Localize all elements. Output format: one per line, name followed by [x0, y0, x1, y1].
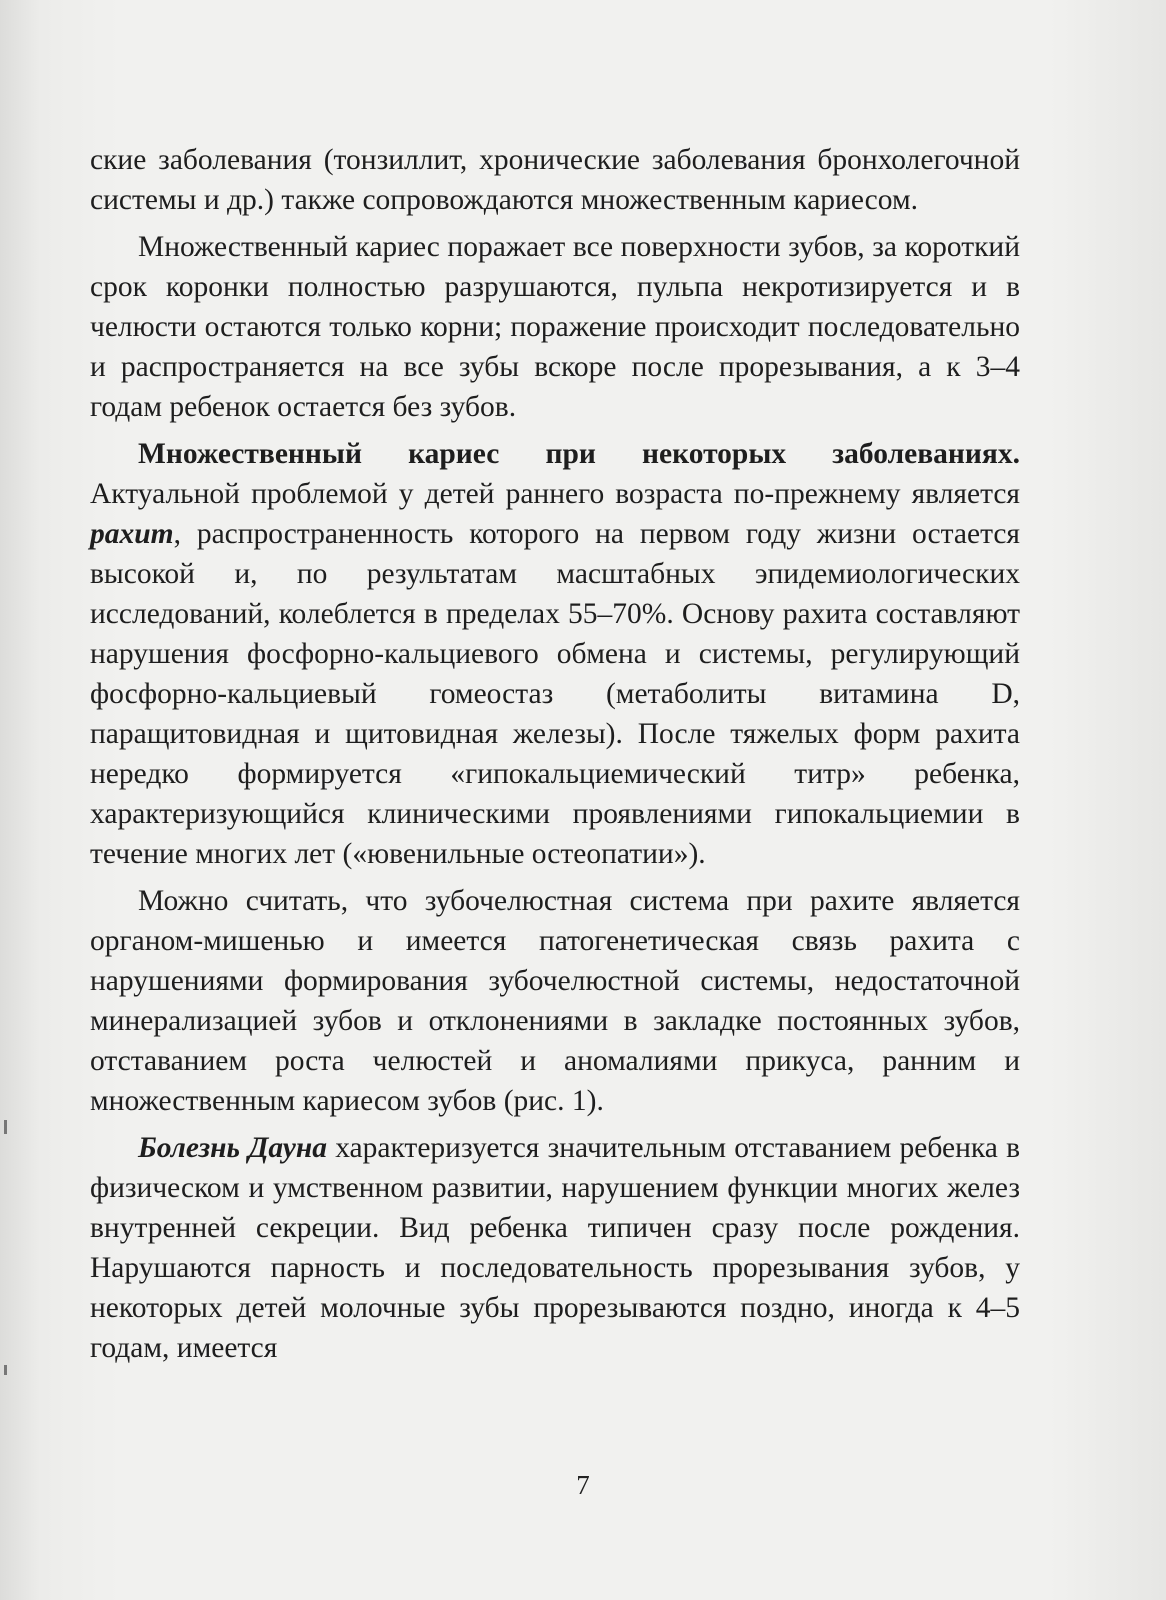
paragraph-4-text: Можно считать, что зубочелюстная система при рахите является органом-мишенью и имеется патогенетическая связь рахита с нарушениями формирования зубочелюстной системы, недостаточной минерализацией зубов и отклонениями в закладке постоянных зубов, отставанием роста челюстей и аномалиями прикуса, ранним и множественным кариесом зубов (рис. 1).: [90, 885, 1020, 1117]
page-number: 7: [576, 1470, 590, 1500]
paragraph-1: [90, 140, 1020, 220]
section-heading-multiple-caries: Множественный кариес при некоторых заболеваниях.: [138, 438, 1020, 470]
paragraph-3: [90, 434, 1020, 874]
paragraph-3-rest: , распространенность которого на первом году жизни остается высокой и, по результатам масштабных эпидемиологических исследований, колеблется в пределах 55–70%. Основу рахита составляют нарушения фосфорно-кальциевого обмена и системы, регулирующий фосфорно-кальциевый гомеостаз (метаболиты витамина D, паращитовидная и щитовидная железы). После тяжелых форм рахита нередко формируется «гипокальциемический титр» ребенка, характеризующийся клиническими проявлениями гипокальциемии в течение многих лет («ювенильные остеопатии»).: [90, 518, 1020, 870]
paragraph-4: [90, 881, 1020, 1121]
paragraph-5: [90, 1128, 1020, 1368]
body-text: [90, 140, 1020, 1375]
paragraph-3-text: Актуальной проблемой у детей раннего возраста по-прежнему является: [90, 478, 1020, 510]
paragraph-5-text: характеризуется значительным отставанием ребенка в физическом и умственном развитии, нарушением функции многих желез внутренней секреции. Вид ребенка типичен сразу после рождения. Нарушаются парность и последовательность прорезывания зубов, у некоторых детей молочные зубы прорезываются поздно, иногда к 4–5 годам, имеется: [90, 1132, 1021, 1364]
paragraph-2: [90, 227, 1020, 427]
scan-margin-mark: [4, 1120, 7, 1134]
scan-margin-mark: [4, 1365, 7, 1375]
term-down-syndrome: Болезнь Дауна: [138, 1132, 327, 1164]
paragraph-1-text: ские заболевания (тонзиллит, хронические заболевания бронхолегочной системы и др.) также сопровождаются множественным кариесом.: [90, 144, 1020, 216]
paragraph-2-text: Множественный кариес поражает все поверхности зубов, за короткий срок коронки полностью разрушаются, пульпа некротизируется и в челюсти остаются только корни; поражение происходит последовательно и распространяется на все зубы вскоре после прорезывания, а к 3–4 годам ребенок остается без зубов.: [90, 231, 1020, 423]
term-rickets: рахит: [90, 518, 174, 550]
